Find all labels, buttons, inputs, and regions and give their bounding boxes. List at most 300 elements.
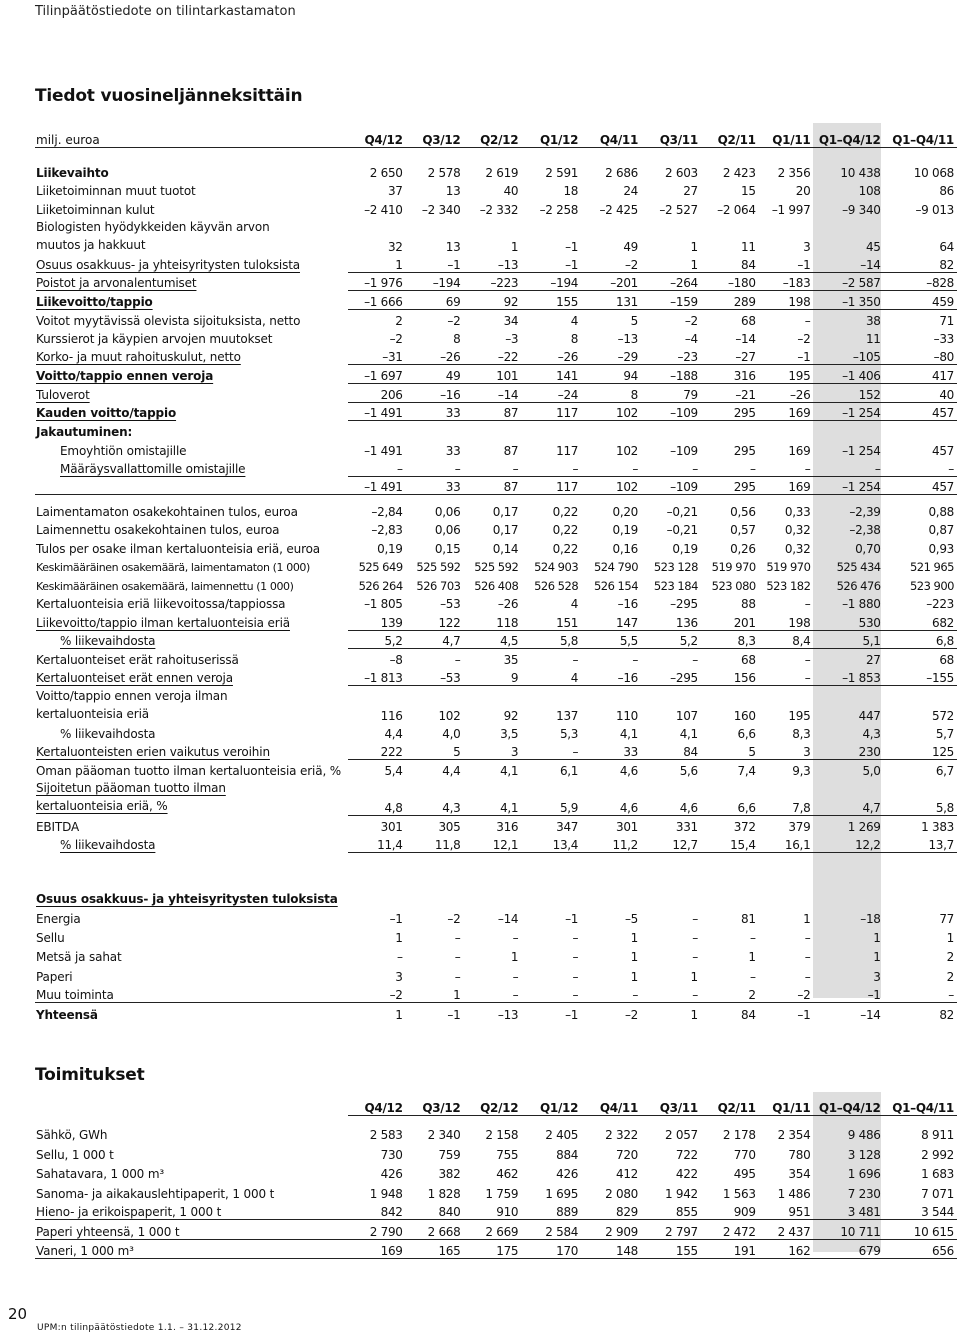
cell-value: 68 bbox=[939, 653, 954, 668]
table-row bbox=[35, 180, 957, 199]
cell-value: 2 bbox=[946, 969, 954, 984]
cell-value: 6,6 bbox=[701, 778, 759, 815]
cell-value: 682 bbox=[884, 611, 957, 630]
cell-value: 2 437 bbox=[759, 1220, 814, 1239]
column-header: Q1–Q4/11 bbox=[884, 125, 957, 147]
cell-value: –1 bbox=[565, 239, 579, 254]
cell-value: –1 bbox=[565, 1008, 579, 1023]
cell-value: 0,15 bbox=[434, 541, 461, 556]
table-row bbox=[35, 741, 957, 760]
cell-value: – bbox=[454, 950, 461, 965]
cell-value: 40 bbox=[503, 184, 519, 199]
cell-value: 125 bbox=[884, 741, 957, 760]
table-row bbox=[35, 964, 957, 983]
cell-value: –1 bbox=[406, 254, 464, 273]
cell-value: –109 bbox=[670, 443, 698, 458]
cell-value: 107 bbox=[675, 708, 698, 723]
cell-value: –223 bbox=[926, 597, 954, 612]
cell-value: 526 528 bbox=[534, 578, 579, 593]
cell-value: 2 619 bbox=[485, 165, 519, 180]
cell-value: 289 bbox=[701, 291, 759, 310]
cell-value: 4 bbox=[521, 667, 581, 686]
cell-value: –14 bbox=[735, 332, 756, 347]
cell-value: –2 587 bbox=[813, 272, 883, 291]
cell-value: – bbox=[396, 950, 403, 965]
cell-value: 9 486 bbox=[847, 1128, 881, 1143]
cell-value: –180 bbox=[701, 272, 759, 291]
cell-value: –264 bbox=[641, 272, 701, 291]
cell-value: –1 bbox=[759, 346, 814, 365]
cell-value: 2 bbox=[701, 984, 759, 1003]
cell-value: 759 bbox=[438, 1147, 461, 1162]
cell-value: –295 bbox=[641, 667, 701, 686]
column-header: Q2/12 bbox=[463, 125, 521, 147]
cell-value: –2,84 bbox=[371, 504, 403, 519]
cell-value: –14 bbox=[813, 254, 883, 273]
cell-value: –13 bbox=[463, 254, 521, 273]
row-label: Voitto/tappio ennen veroja bbox=[36, 368, 214, 383]
cell-value: –1 853 bbox=[813, 667, 883, 686]
cell-value: – bbox=[463, 984, 521, 1003]
cell-value: –1 813 bbox=[348, 667, 406, 686]
cell-value: 457 bbox=[931, 443, 954, 458]
cell-value: 102 bbox=[581, 476, 641, 495]
cell-value: –9 340 bbox=[842, 202, 881, 217]
cell-value: 1 383 bbox=[921, 819, 954, 834]
cell-value: 0,22 bbox=[552, 541, 579, 556]
cell-value: 0,20 bbox=[612, 504, 639, 519]
cell-value: 2 992 bbox=[921, 1147, 954, 1162]
cell-value: 195 bbox=[759, 365, 814, 384]
row-label: Kertaluonteiset erät rahoituserissä bbox=[36, 653, 239, 668]
cell-value: 4,5 bbox=[463, 630, 521, 649]
cell-value: 2 bbox=[946, 950, 954, 965]
cell-value: –194 bbox=[406, 272, 464, 291]
cell-value: 27 bbox=[865, 653, 881, 668]
cell-value: 524 903 bbox=[534, 560, 579, 575]
cell-value: –22 bbox=[463, 346, 521, 365]
cell-value: – bbox=[692, 911, 698, 926]
cell-value: 2 578 bbox=[427, 165, 461, 180]
table-row bbox=[35, 458, 957, 477]
cell-value: 840 bbox=[406, 1201, 464, 1220]
cell-value: 720 bbox=[616, 1147, 639, 1162]
cell-value: 2 bbox=[395, 313, 403, 328]
cell-value: 13,4 bbox=[521, 834, 581, 853]
cell-value: 11 bbox=[865, 332, 881, 347]
empty-header bbox=[35, 1095, 348, 1115]
cell-value: 16,1 bbox=[759, 834, 814, 853]
cell-value: 0,19 bbox=[612, 523, 639, 538]
cell-value: 1 269 bbox=[847, 819, 881, 834]
row-label: Keskimääräinen osakemäärä, laimentamaton (1 000) bbox=[36, 561, 310, 575]
row-label: Kertaluonteisten erien vaikutus veroihin bbox=[36, 745, 270, 760]
cell-value: 10 615 bbox=[884, 1220, 957, 1239]
cell-value: 524 790 bbox=[593, 560, 639, 575]
cell-value: 160 bbox=[733, 708, 756, 723]
cell-value: –53 bbox=[440, 597, 461, 612]
cell-value: 4,6 bbox=[619, 764, 639, 779]
empty-cell bbox=[581, 886, 641, 906]
cell-value: – bbox=[804, 597, 811, 612]
cell-value: 0,88 bbox=[928, 504, 954, 519]
cell-value: 45 bbox=[865, 239, 881, 254]
cell-value: –13 bbox=[497, 1008, 519, 1023]
cell-value: 8 bbox=[570, 332, 579, 347]
spacer-cell bbox=[35, 852, 348, 886]
cell-value: –2 bbox=[447, 911, 461, 926]
cell-value: –2 258 bbox=[539, 202, 579, 217]
cell-value: 316 bbox=[496, 819, 519, 834]
cell-value: –2 bbox=[797, 332, 811, 347]
column-header: Q2/12 bbox=[463, 1095, 521, 1115]
cell-value: 7,4 bbox=[737, 764, 756, 779]
table-row bbox=[35, 945, 957, 964]
cell-value: 1 bbox=[510, 950, 519, 965]
cell-value: 18 bbox=[563, 184, 579, 199]
column-header: Q1/12 bbox=[521, 125, 581, 147]
row-label: Voitot myytävissä olevista sijoituksista, netto bbox=[36, 313, 301, 328]
cell-value: 3 bbox=[395, 969, 403, 984]
table-row bbox=[35, 365, 957, 384]
row-label: Kertaluonteiset erät ennen veroja bbox=[36, 671, 233, 686]
cell-value: 1 bbox=[510, 239, 519, 254]
cell-value: – bbox=[348, 458, 406, 477]
cell-value: –2 bbox=[759, 984, 814, 1003]
cell-value: –14 bbox=[860, 1008, 881, 1023]
cell-value: 5,8 bbox=[884, 778, 957, 815]
cell-value: 0,17 bbox=[492, 504, 519, 519]
cell-value: 2 423 bbox=[722, 165, 756, 180]
cell-value: –26 bbox=[497, 597, 519, 612]
cell-value: 8,4 bbox=[759, 630, 814, 649]
cell-value: –1 805 bbox=[364, 597, 403, 612]
cell-value: 0,17 bbox=[492, 523, 519, 538]
cell-value: 316 bbox=[701, 365, 759, 384]
cell-value: 5,8 bbox=[521, 630, 581, 649]
cell-value: 141 bbox=[521, 365, 581, 384]
cell-value: –1 bbox=[813, 984, 883, 1003]
cell-value: –1 254 bbox=[842, 443, 881, 458]
cell-value: 32 bbox=[387, 239, 403, 254]
cell-value: –2 bbox=[447, 313, 461, 328]
cell-value: 523 184 bbox=[653, 578, 698, 593]
cell-value: –26 bbox=[759, 383, 814, 402]
cell-value: 79 bbox=[641, 383, 701, 402]
row-label: Kertaluonteisia eriä liikevoitossa/tappiossa bbox=[36, 597, 286, 612]
page-number: 20 bbox=[8, 1305, 28, 1323]
cell-value: 301 bbox=[380, 819, 403, 834]
row-label: Sähkö, GWh bbox=[36, 1128, 108, 1143]
row-label: % liikevaihdosta bbox=[60, 634, 156, 649]
header-note: Tilinpäätöstiedote on tilintarkastamaton bbox=[35, 4, 296, 19]
row-label: % liikevaihdosta bbox=[60, 727, 156, 742]
cell-value: 909 bbox=[701, 1201, 759, 1220]
cell-value: –1 880 bbox=[842, 597, 881, 612]
cell-value: –1 997 bbox=[771, 202, 811, 217]
cell-value: 1 bbox=[630, 950, 639, 965]
cell-value: 1 bbox=[748, 950, 756, 965]
cell-value: 1 683 bbox=[921, 1167, 954, 1182]
row-label: Liiketoiminnan kulut bbox=[36, 202, 155, 217]
cell-value: 169 bbox=[759, 476, 814, 495]
cell-value: 110 bbox=[616, 708, 639, 723]
cell-value: 0,26 bbox=[730, 541, 756, 556]
cell-value: 3 bbox=[803, 239, 811, 254]
cell-value: 331 bbox=[675, 819, 698, 834]
cell-value: 526 408 bbox=[474, 578, 519, 593]
cell-value: 6,8 bbox=[884, 630, 957, 649]
cell-value: 2 909 bbox=[581, 1220, 641, 1239]
empty-cell bbox=[813, 886, 883, 906]
table-row bbox=[35, 1162, 957, 1181]
cell-value: –1 350 bbox=[813, 291, 883, 310]
cell-value: 4,0 bbox=[442, 727, 461, 742]
cell-value: 13 bbox=[445, 184, 461, 199]
row-label bbox=[35, 476, 348, 495]
cell-value bbox=[701, 421, 759, 440]
cell-value: 526 154 bbox=[593, 578, 639, 593]
cell-value: 2 583 bbox=[369, 1128, 403, 1143]
cell-value: 829 bbox=[581, 1201, 641, 1220]
table-row bbox=[35, 402, 957, 421]
table-row bbox=[35, 346, 957, 365]
cell-value: 136 bbox=[641, 611, 701, 630]
cell-value: 2 057 bbox=[665, 1128, 698, 1143]
row-label: Paperi yhteensä, 1 000 t bbox=[35, 1220, 348, 1239]
cell-value: 2 668 bbox=[406, 1220, 464, 1239]
cell-value: 0,19 bbox=[377, 541, 403, 556]
table-row bbox=[35, 291, 957, 310]
header-row bbox=[35, 125, 957, 147]
cell-value bbox=[813, 421, 883, 440]
cell-value: 15,4 bbox=[701, 834, 759, 853]
cell-value: 13,7 bbox=[884, 834, 957, 853]
subsection-title-row bbox=[35, 886, 957, 906]
cell-value: 2 158 bbox=[485, 1128, 519, 1143]
row-label: Biologisten hyödykkeiden käyvän arvon muutos ja hakkuut bbox=[36, 219, 270, 252]
cell-value: –2 425 bbox=[599, 202, 639, 217]
cell-value bbox=[521, 421, 581, 440]
cell-value: – bbox=[701, 458, 759, 477]
cell-value: – bbox=[692, 950, 698, 965]
cell-value: 780 bbox=[788, 1147, 811, 1162]
row-label: Metsä ja sahat bbox=[36, 950, 122, 965]
cell-value: – bbox=[759, 458, 814, 477]
table-row bbox=[35, 439, 957, 458]
cell-value: 33 bbox=[406, 402, 464, 421]
cell-value: 526 264 bbox=[358, 578, 403, 593]
cell-value: 884 bbox=[556, 1147, 579, 1162]
cell-value: 4,6 bbox=[581, 778, 641, 815]
cell-value: – bbox=[572, 969, 579, 984]
cell-value: 525 592 bbox=[474, 560, 519, 575]
cell-value: 2 322 bbox=[605, 1128, 639, 1143]
empty-cell bbox=[463, 886, 521, 906]
cell-value: – bbox=[463, 458, 521, 477]
cell-value: – bbox=[804, 931, 811, 945]
cell-value: –2 332 bbox=[479, 202, 519, 217]
cell-value: –1 491 bbox=[364, 443, 403, 458]
cell-value: –188 bbox=[641, 365, 701, 384]
table-row bbox=[35, 476, 957, 495]
table-row bbox=[35, 309, 957, 328]
cell-value: –26 bbox=[406, 346, 464, 365]
section-title-deliveries: Toimitukset bbox=[35, 1065, 145, 1085]
cell-value: – bbox=[804, 950, 811, 965]
table-row bbox=[35, 1220, 957, 1239]
table-row bbox=[35, 686, 957, 723]
cell-value: 117 bbox=[556, 443, 579, 458]
cell-value: 9,3 bbox=[792, 764, 811, 779]
cell-value: – bbox=[813, 458, 883, 477]
cell-value: – bbox=[641, 458, 701, 477]
cell-value: –27 bbox=[701, 346, 759, 365]
cell-value: 1 bbox=[873, 950, 881, 965]
cell-value: –2 bbox=[581, 254, 641, 273]
cell-value: – bbox=[750, 931, 756, 945]
cell-value: –159 bbox=[641, 291, 701, 310]
cell-value: 1 486 bbox=[777, 1186, 811, 1201]
cell-value: 37 bbox=[387, 184, 403, 199]
spacer-row bbox=[35, 852, 957, 886]
cell-value: 5,4 bbox=[384, 764, 403, 779]
cell-value: 1 bbox=[348, 254, 406, 273]
cell-value: 82 bbox=[939, 1008, 954, 1023]
cell-value: 8,3 bbox=[701, 630, 759, 649]
cell-value: –33 bbox=[933, 332, 954, 347]
cell-value: 730 bbox=[380, 1147, 403, 1162]
cell-value: 4,3 bbox=[862, 727, 881, 742]
section-title-quarterly: Tiedot vuosineljänneksittäin bbox=[35, 86, 303, 106]
cell-value: – bbox=[750, 969, 756, 984]
cell-value: 86 bbox=[939, 184, 954, 199]
cell-value: 530 bbox=[813, 611, 883, 630]
cell-value: 842 bbox=[348, 1201, 406, 1220]
cell-value: 417 bbox=[884, 365, 957, 384]
cell-value: 137 bbox=[556, 708, 579, 723]
cell-value: –201 bbox=[581, 272, 641, 291]
cell-value: 4,6 bbox=[641, 778, 701, 815]
row-label: Tulos per osake ilman kertaluonteisia eriä, euroa bbox=[36, 541, 320, 556]
cell-value: 305 bbox=[438, 819, 461, 834]
cell-value: 3 481 bbox=[813, 1201, 883, 1220]
table-row bbox=[35, 495, 957, 519]
cell-value: 0,06 bbox=[434, 523, 461, 538]
cell-value: 87 bbox=[463, 476, 521, 495]
cell-value: 1 695 bbox=[545, 1186, 579, 1201]
cell-value: 122 bbox=[406, 611, 464, 630]
cell-value: 2 472 bbox=[701, 1220, 759, 1239]
empty-cell bbox=[641, 886, 701, 906]
cell-value: 295 bbox=[701, 476, 759, 495]
cell-value: – bbox=[572, 931, 579, 945]
cell-value: –16 bbox=[617, 597, 639, 612]
table-row bbox=[35, 778, 957, 815]
cell-value: 69 bbox=[406, 291, 464, 310]
empty-cell bbox=[759, 886, 814, 906]
table-row bbox=[35, 1003, 957, 1022]
cell-value: 5,6 bbox=[679, 764, 698, 779]
table-row bbox=[35, 272, 957, 291]
cell-value: –53 bbox=[406, 667, 464, 686]
row-label: Laimennettu osakekohtainen tulos, euroa bbox=[36, 523, 280, 538]
cell-value: 5 bbox=[630, 313, 639, 328]
cell-value: –2,38 bbox=[849, 523, 881, 538]
cell-value: –1 406 bbox=[813, 365, 883, 384]
column-header: Q3/11 bbox=[641, 1095, 701, 1115]
cell-value: 88 bbox=[741, 597, 756, 612]
cell-value: 8 bbox=[453, 332, 461, 347]
column-header: Q3/12 bbox=[406, 1095, 464, 1115]
cell-value: 1 696 bbox=[847, 1167, 881, 1182]
cell-value: 2 591 bbox=[545, 165, 579, 180]
column-header: Q1–Q4/11 bbox=[884, 1095, 957, 1115]
cell-value: 0,06 bbox=[434, 504, 461, 519]
table-row bbox=[35, 1239, 957, 1258]
cell-value: 12,7 bbox=[641, 834, 701, 853]
cell-value: 117 bbox=[521, 476, 581, 495]
cell-value: –2 527 bbox=[659, 202, 698, 217]
cell-value: –1 491 bbox=[348, 402, 406, 421]
cell-value: 7,8 bbox=[759, 778, 814, 815]
cell-value: 4,1 bbox=[619, 727, 639, 742]
cell-value: –1 bbox=[565, 911, 579, 926]
unit-label: milj. euroa bbox=[35, 125, 348, 147]
deliveries-table bbox=[35, 1095, 957, 1259]
spacer-cell bbox=[35, 1115, 348, 1123]
cell-value: 3 bbox=[463, 741, 521, 760]
cell-value: – bbox=[884, 458, 957, 477]
row-label: Liikevoitto/tappio bbox=[36, 294, 153, 309]
cell-value: –4 bbox=[684, 332, 698, 347]
table-row bbox=[35, 328, 957, 347]
row-label: EBITDA bbox=[36, 819, 80, 834]
cell-value: –223 bbox=[463, 272, 521, 291]
row-label: Poistot ja arvonalentumiset bbox=[36, 276, 197, 291]
cell-value: 295 bbox=[701, 402, 759, 421]
table-row bbox=[35, 593, 957, 612]
cell-value: –23 bbox=[641, 346, 701, 365]
cell-value: 11 bbox=[741, 239, 756, 254]
table-row bbox=[35, 834, 957, 853]
cell-value: –0,21 bbox=[666, 523, 698, 538]
cell-value: – bbox=[512, 969, 519, 984]
table-row bbox=[35, 926, 957, 945]
table-row bbox=[35, 649, 957, 668]
cell-value bbox=[641, 421, 701, 440]
cell-value: – bbox=[641, 984, 701, 1003]
cell-value: 1 bbox=[630, 931, 639, 945]
cell-value: 170 bbox=[521, 1239, 581, 1258]
cell-value: 2 584 bbox=[521, 1220, 581, 1239]
cell-value bbox=[463, 421, 521, 440]
cell-value: 523 080 bbox=[711, 578, 756, 593]
row-label: Oman pääoman tuotto ilman kertaluonteisia eriä, % bbox=[36, 764, 342, 779]
cell-value: 151 bbox=[521, 611, 581, 630]
cell-value: 0,22 bbox=[552, 523, 579, 538]
cell-value: –31 bbox=[348, 346, 406, 365]
cell-value: 3,5 bbox=[500, 727, 519, 742]
cell-value: –1 666 bbox=[348, 291, 406, 310]
cell-value: 4,1 bbox=[679, 727, 698, 742]
empty-cell bbox=[521, 886, 581, 906]
cell-value: 656 bbox=[884, 1239, 957, 1258]
cell-value: 35 bbox=[503, 653, 519, 668]
cell-value: 9 bbox=[463, 667, 521, 686]
cell-value: –2 bbox=[348, 984, 406, 1003]
cell-value bbox=[759, 421, 814, 440]
